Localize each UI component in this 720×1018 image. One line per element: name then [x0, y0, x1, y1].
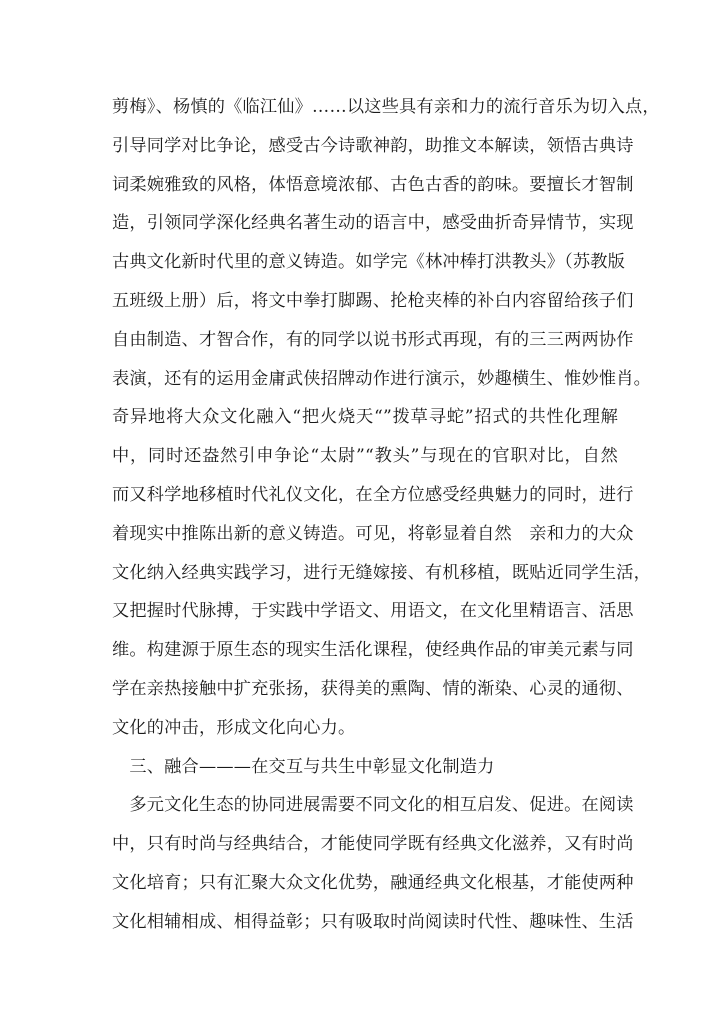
text-line: 奇异地将大众文化融入“把火烧天“”拨草寻蛇”招式的共性化理解: [112, 407, 618, 428]
body-text: [112, 88, 660, 942]
text-line: 剪梅》、杨慎的《临江仙》……以这些具有亲和力的流行音乐为切入点，: [112, 97, 660, 117]
text-line: 维。构建源于原生态的现实生活化课程，使经典作品的审美元素与同: [112, 640, 634, 661]
text-line: 中，同时还盎然引申争论“太尉”“教头”与现在的官职对比，自然: [112, 446, 618, 467]
text-line: 文化纳入经典实践学习，进行无缝嫁接、有机移植，既贴近同学生活，: [112, 562, 652, 583]
text-line: 表演，还有的运用金庸武侠招牌动作进行演示，妙趣横生、惟妙惟肖。: [112, 368, 652, 389]
text-line: 多元文化生态的协同进展需要不同文化的相互启发、促进。在阅读: [112, 795, 634, 816]
text-line: 文化相辅相成、相得益彰；只有吸取时尚阅读时代性、趣味性、生活: [112, 911, 634, 932]
section-heading: 三、融合———在交互与共生中彰显文化制造力: [112, 756, 495, 777]
text-line: 文化培育；只有汇聚大众文化优势，融通经典文化根基，才能使两种: [112, 872, 634, 893]
text-line: 古典文化新时代里的意义铸造。如学完《林冲棒打洪教头》（苏教版: [112, 252, 626, 273]
text-line: 中，只有时尚与经典结合，才能使同学既有经典文化滋养，又有时尚: [112, 834, 634, 855]
text-line: 学在亲热接触中扩充张扬，获得美的熏陶、情的渐染、心灵的通彻、: [112, 678, 634, 699]
text-line: 着现实中推陈出新的意义铸造。可见，将彰显着自然 亲和力的大众: [112, 523, 634, 544]
text-line: 自由制造、才智合作，有的同学以说书形式再现，有的三三两两协作: [112, 329, 634, 350]
text-line: 引导同学对比争论，感受古今诗歌神韵，助推文本解读，领悟古典诗: [112, 135, 634, 156]
text-line: 造，引领同学深化经典名著生动的语言中，感受曲折奇异情节，实现: [112, 213, 634, 234]
paragraph-end-line: 文化的冲击，形成文化向心力。: [112, 717, 356, 738]
text-line: 词柔婉雅致的风格，体悟意境浓郁、古色古香的韵味。要擅长才智制: [112, 174, 634, 195]
text-line: 而又科学地移植时代礼仪文化，在全方位感受经典魅力的同时，进行: [112, 484, 634, 505]
text-line: 又把握时代脉搏，于实践中学语文、用语文，在文化里精语言、活思: [112, 601, 634, 622]
text-line: 五班级上册）后，将文中拳打脚踢、抡枪夹棒的补白内容留给孩子们: [112, 290, 634, 311]
